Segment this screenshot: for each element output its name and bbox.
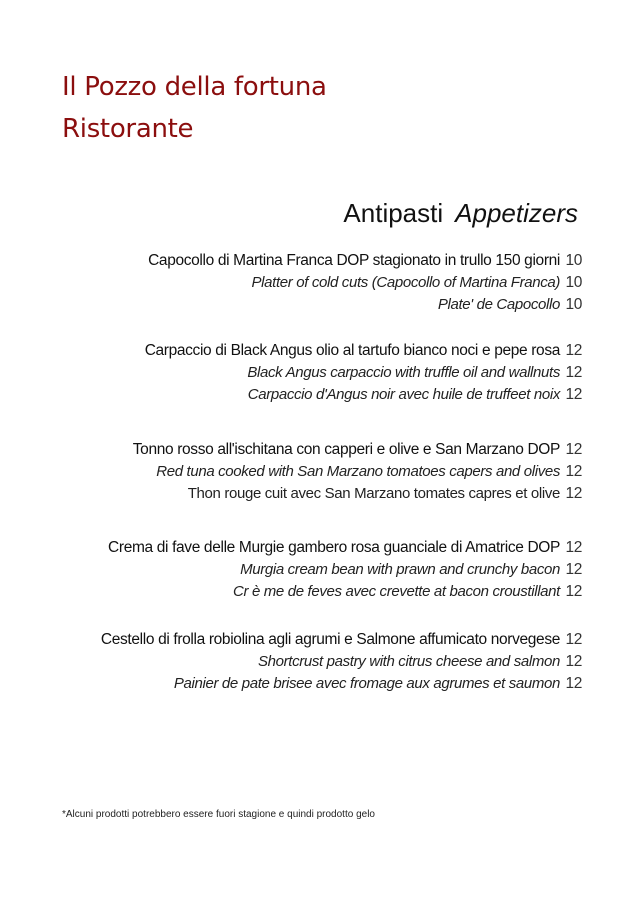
- menu-item-price: 10: [565, 252, 582, 269]
- menu-item-price: 12: [565, 653, 582, 670]
- menu-item-it-text: Crema di fave delle Murgie gambero rosa guanciale di Amatrice DOP: [108, 539, 560, 556]
- menu-item-en-text: Platter of cold cuts (Capocollo of Martina Franca): [251, 274, 560, 291]
- menu-item-price: 10: [565, 274, 582, 291]
- menu-item-fr-line: [188, 485, 582, 503]
- menu-item-price: 12: [565, 485, 582, 502]
- footer-note: *Alcuni prodotti potrebbero essere fuori stagione e quindi prodotto gelo: [62, 809, 375, 820]
- menu-item-it-text: Capocollo di Martina Franca DOP stagionato in trullo 150 giorni: [148, 252, 560, 269]
- menu-item-it-line: [101, 631, 582, 649]
- menu-item-fr-text: Plate' de Capocollo: [437, 296, 560, 313]
- section-heading: [343, 198, 578, 229]
- menu-item-price: 10: [565, 296, 582, 313]
- menu-item-it-line: [148, 252, 582, 270]
- menu-item-price: 12: [565, 441, 582, 458]
- menu-item-fr-text: Cr è me de feves avec crevette at bacon croustillant: [233, 583, 560, 600]
- menu-item-fr-line: [233, 583, 582, 601]
- menu-item-price: 12: [565, 539, 582, 556]
- restaurant-name: Il Pozzo della fortuna: [62, 72, 327, 102]
- menu-item-it-line: [108, 539, 582, 557]
- section-title-en: Appetizers: [455, 198, 578, 228]
- menu-item-it-text: Carpaccio di Black Angus olio al tartufo bianco noci e pepe rosa: [144, 342, 560, 359]
- menu-item-price: 12: [565, 675, 582, 692]
- menu-item-price: 12: [565, 561, 582, 578]
- section-title-it: Antipasti: [343, 198, 444, 228]
- menu-item-en-line: [240, 561, 582, 579]
- menu-item-en-line: [252, 274, 582, 292]
- menu-item-fr-text: Painier de pate brisee avec fromage aux agrumes et saumon: [173, 675, 560, 692]
- menu-item-en-line: [156, 463, 582, 481]
- menu-item-en-line: [258, 653, 582, 671]
- menu-item-it-line: [145, 342, 582, 360]
- menu-item-it-text: Tonno rosso all'ischitana con capperi e olive e San Marzano DOP: [132, 441, 560, 458]
- menu-item-en-text: Black Angus carpaccio with truffle oil and wallnuts: [247, 364, 560, 381]
- menu-item-en-text: Murgia cream bean with prawn and crunchy bacon: [240, 561, 560, 578]
- menu-item-price: 12: [565, 364, 582, 381]
- menu-item-fr-text: Carpaccio d'Angus noir avec huile de truffeet noix: [247, 386, 560, 403]
- menu-item-fr-text: Thon rouge cuit avec San Marzano tomates capres et olive: [187, 485, 560, 502]
- menu-item-it-line: [133, 441, 582, 459]
- menu-item-price: 12: [565, 342, 582, 359]
- menu-item-fr-line: [438, 296, 582, 314]
- menu-item-price: 12: [565, 463, 582, 480]
- menu-item-en-text: Shortcrust pastry with citrus cheese and salmon: [257, 653, 560, 670]
- menu-item-en-text: Red tuna cooked with San Marzano tomatoes capers and olives: [156, 463, 560, 480]
- menu-item-fr-line: [174, 675, 582, 693]
- restaurant-subtitle: Ristorante: [62, 114, 194, 144]
- menu-item-price: 12: [565, 386, 582, 403]
- menu-item-en-line: [247, 364, 582, 382]
- menu-item-fr-line: [248, 386, 582, 404]
- menu-item-it-text: Cestello di frolla robiolina agli agrumi e Salmone affumicato norvegese: [100, 631, 560, 648]
- menu-item-price: 12: [565, 631, 582, 648]
- menu-item-price: 12: [565, 583, 582, 600]
